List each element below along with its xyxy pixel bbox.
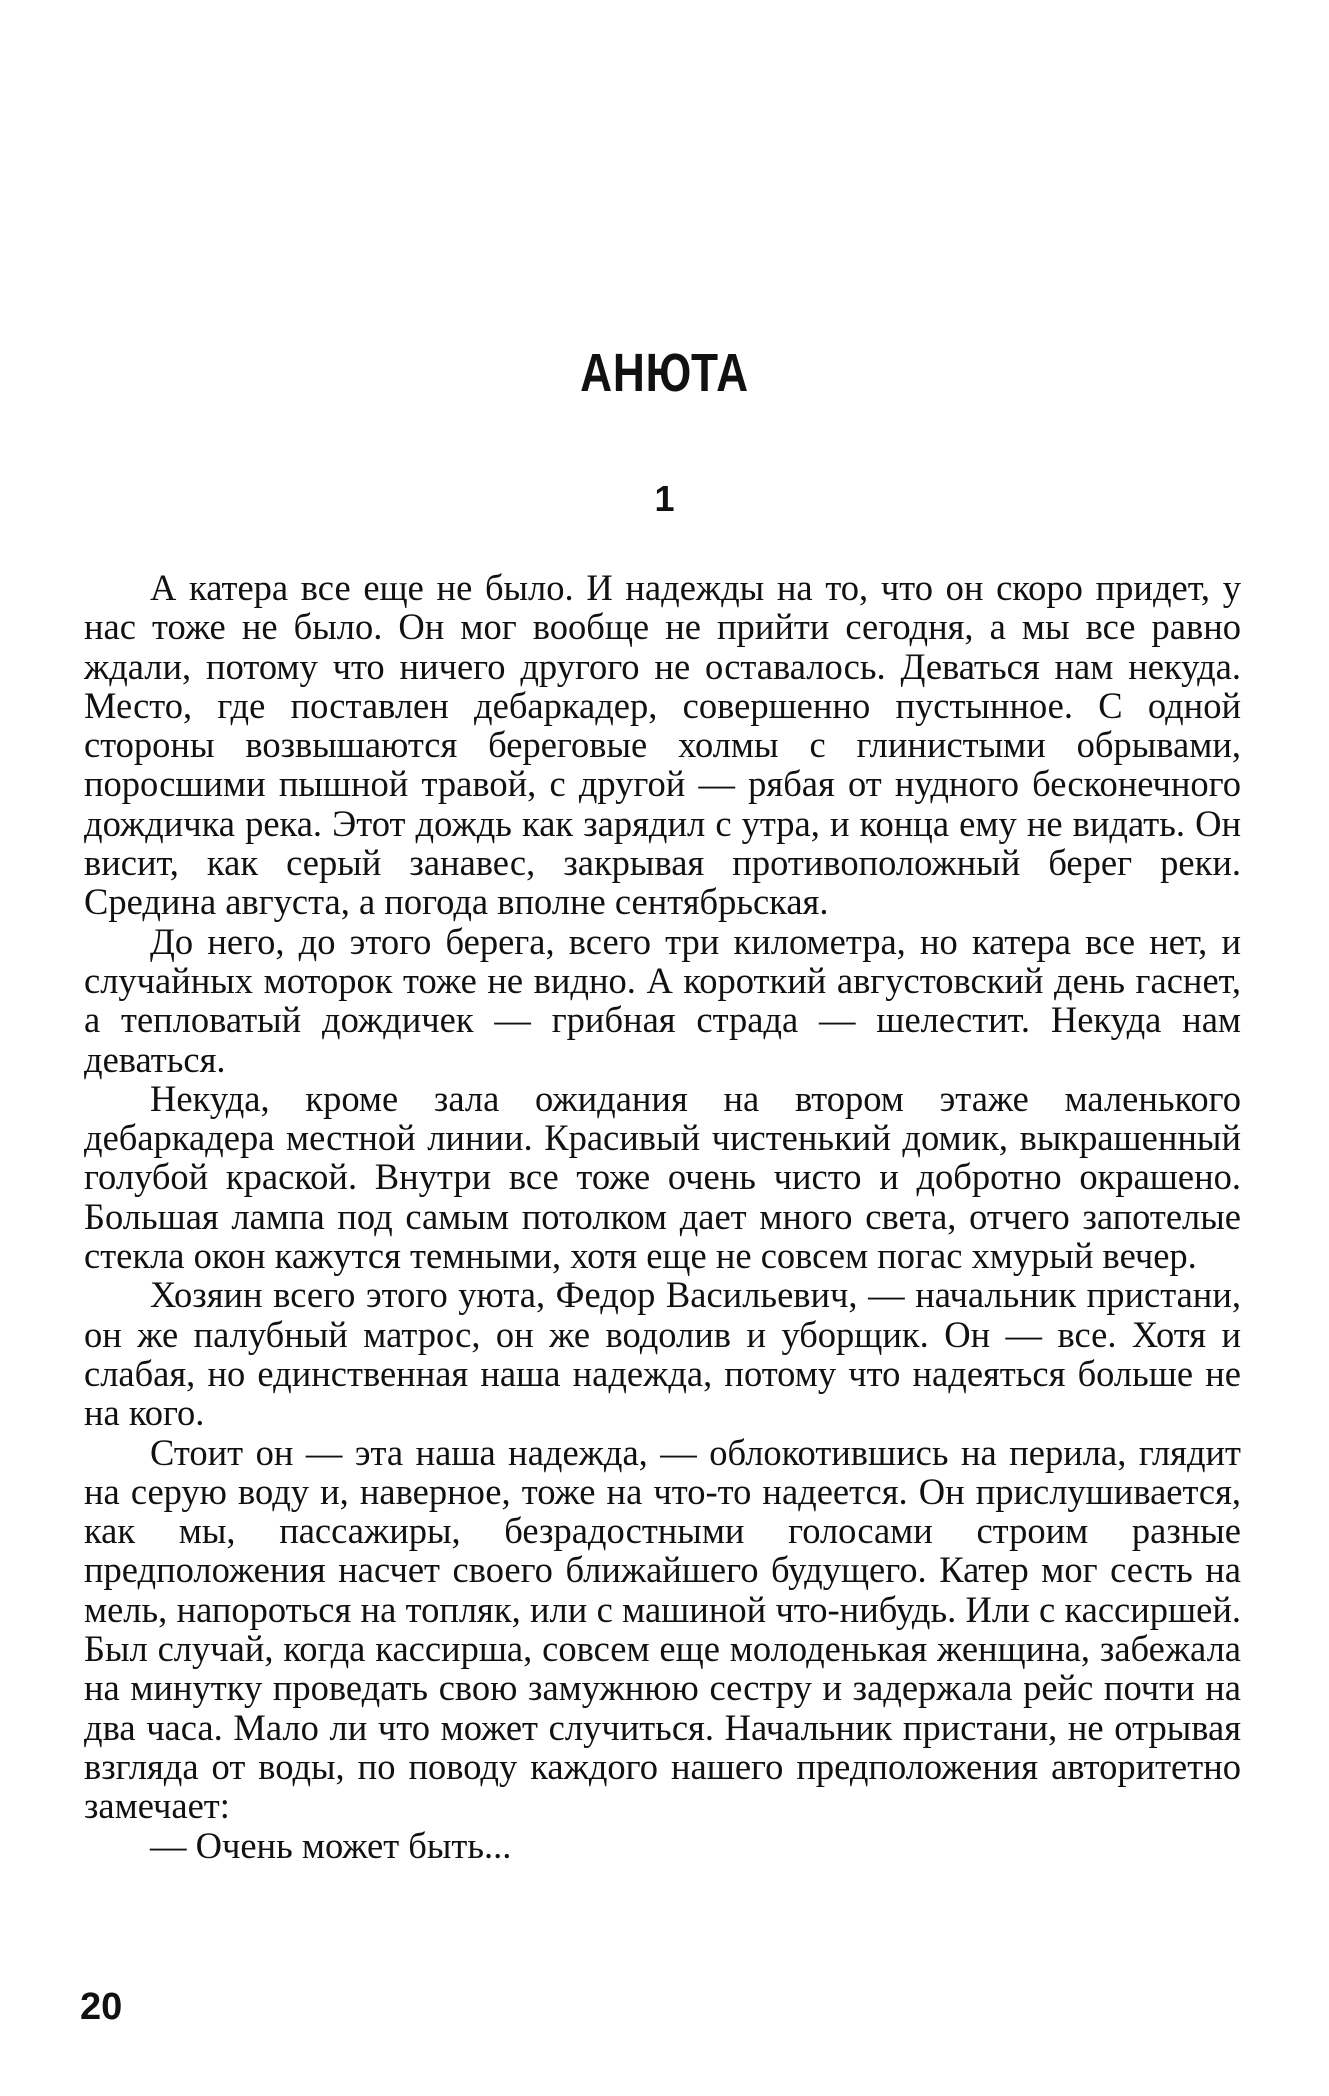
paragraph-1: А катера все еще не было. И надежды на то, что он скоро придет, у нас тоже не было. Он мог вообще не прийти сегодня, а мы все равно ждали, потому что ничего другого не оставалось. Деваться нам некуда. Место, где поставлен дебаркадер, совершенно пустынное. С одной стороны возвышаются береговые холмы с глинистыми обрывами, поросшими пышной травой, с другой — рябая от нудного бесконечного дождичка река. Этот дождь как зарядил с утра, и конца ему не видать. Он висит, как серый занавес, закрывая противоположный берег реки. Средина августа, а погода вполне сентябрьская. (84, 567, 1241, 923)
page-number: 20 (80, 1986, 123, 2028)
paragraph-5: Стоит он — эта наша надежда, — облокотившись на перила, глядит на серую воду и, наверное, тоже на что-то надеется. Он прислушивается, как мы, пассажиры, безрадостными голосами строим разные предположения насчет своего ближайшего будущего. Катер мог сесть на мель, напороться на топляк, или с машиной что-нибудь. Или с кассиршей. Был случай, когда кассирша, совсем еще молоденькая женщина, забежала на минутку проведать свою замужнюю сестру и задержала рейс почти на два часа. Мало ли что может случиться. Начальник пристани, не отрывая взгляда от воды, по поводу каждого нашего предположения авторитетно замечает: (84, 1431, 1241, 1827)
story-text (84, 568, 1241, 1865)
paragraph-3: Некуда, кроме зала ожидания на втором этаже маленького дебаркадера местной линии. Красивый чистенький домик, выкрашенный голубой краской. Внутри все тоже очень чисто и добротно окрашено. Большая лампа под самым потолком дает много света, отчего запотелые стекла окон кажутся темными, хотя еще не совсем погас хмурый вечер. (84, 1077, 1241, 1277)
story-title: АНЮТА (580, 343, 749, 403)
chapter-number: 1 (654, 478, 675, 519)
paragraph-6-dialogue: — Очень может быть... (150, 1824, 512, 1866)
paragraph-4: Хозяин всего этого уюта, Федор Васильевич, — начальник пристани, он же палубный матрос, он же водолив и уборщик. Он — все. Хотя и слабая, но единственная наша надежда, потому что надеяться больше не на кого. (84, 1274, 1241, 1434)
paragraph-2: До него, до этого берега, всего три километра, но катера все нет, и случайных моторок тоже не видно. А короткий августовский день гаснет, а тепловатый дождичек — грибная страда — шелестит. Некуда нам деваться. (84, 920, 1241, 1080)
